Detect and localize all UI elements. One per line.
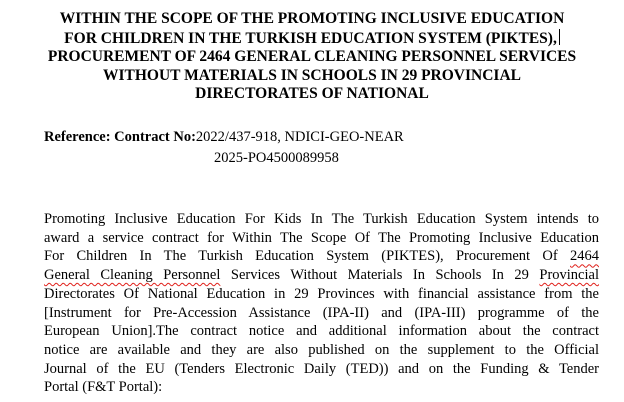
paragraph-line [44, 247, 599, 266]
paragraph-line: Journal of the EU (Tenders Electronic Daily (TED)) and on the Funding & Tender [44, 360, 599, 377]
paragraph-text: Services Without Materials In Schools In 29 [220, 267, 540, 284]
paragraph-line: Portal (F&T Portal): [44, 379, 163, 396]
title-line: WITHOUT MATERIALS IN SCHOOLS IN 29 PROVINCIAL [102, 66, 521, 84]
reference-line [44, 128, 404, 147]
paragraph-line: [Instrument for Pre-Accession Assistance (IPA-II) and (IPA-III) programme of the [44, 304, 599, 321]
paragraph-line [44, 266, 599, 285]
title-line: PROCUREMENT OF 2464 GENERAL CLEANING PERSONNEL SERVICES [47, 48, 577, 65]
body-paragraph [44, 210, 599, 397]
paragraph-line: European Union].The contract notice and additional information about the contract [44, 323, 599, 340]
spellcheck-flagged-text[interactable]: 2464 [570, 248, 599, 265]
paragraph-text: For Children In The Turkish Education System (PIKTES), Procurement Of [44, 248, 570, 265]
title-line-text: FOR CHILDREN IN THE TURKISH EDUCATION SYSTEM (PIKTES), [64, 29, 557, 47]
spellcheck-flagged-text[interactable]: Provincial [539, 267, 599, 284]
paragraph-line: Directorates Of National Education in 29 Provinces with financial assistance from the [44, 285, 599, 302]
title-line [30, 29, 594, 49]
reference-label: Reference: Contract No: [44, 129, 196, 145]
paragraph-line: notice are available and they are also published on the supplement to the Official [44, 341, 599, 358]
paragraph-line: award a service contract for Within The Scope Of The Promoting Inclusive Education [44, 229, 599, 246]
document-title [30, 10, 594, 104]
title-line: DIRECTORATES OF NATIONAL [195, 85, 429, 102]
text-cursor [559, 29, 560, 45]
title-line: WITHIN THE SCOPE OF THE PROMOTING INCLUSIVE EDUCATION [59, 10, 565, 27]
paragraph-line: Promoting Inclusive Education For Kids In The Turkish Education System intends to [44, 211, 599, 227]
spellcheck-flagged-text[interactable]: General Cleaning Personnel [44, 267, 221, 284]
reference-value: 2022/437-918, NDICI-GEO-NEAR [195, 129, 404, 145]
reference-value-continued: 2025-PO4500089958 [214, 150, 339, 166]
